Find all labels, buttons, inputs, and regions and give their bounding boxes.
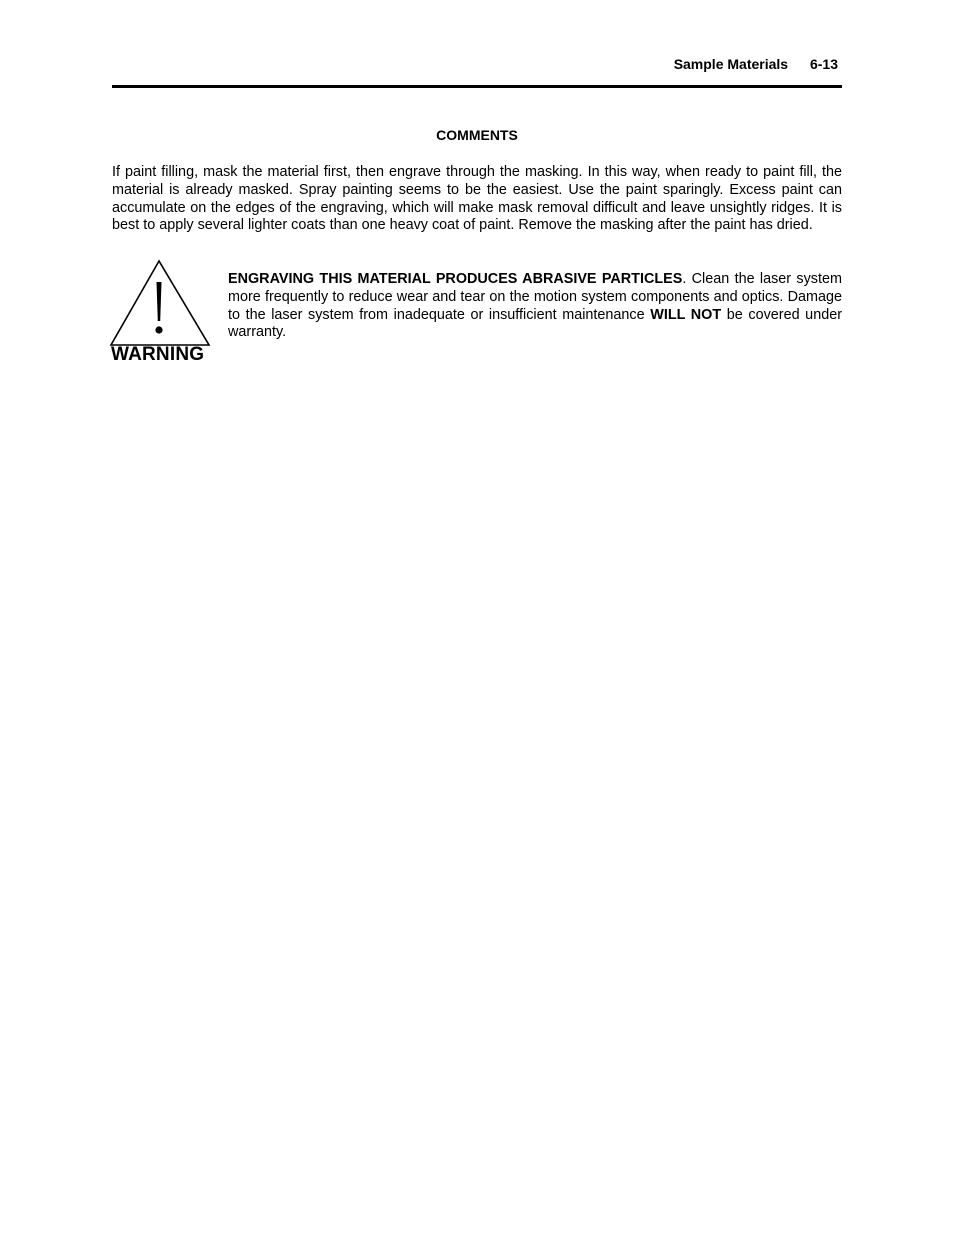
warning-label: WARNING bbox=[111, 344, 205, 365]
page-number: 6-13 bbox=[809, 56, 838, 72]
warning-text-part-2: be covered under warranty. bbox=[228, 306, 842, 341]
warning-symbol bbox=[108, 258, 212, 370]
warning-emphasis: WILL NOT bbox=[650, 306, 722, 323]
comments-paragraph: If paint filling, mask the material first, then engrave through the masking. In this way, when ready to paint fill, the material is already masked. Spray painting seems to be the easiest. Use the paint sparingly. Excess paint can accumulate on the edges of the engraving, which will make mask removal difficult and leave unsightly ridges. It is best to apply several lighter coats than one heavy coat of paint. Remove the masking after the paint has dried. bbox=[112, 164, 842, 234]
page-header bbox=[674, 56, 838, 72]
section-title: Sample Materials bbox=[673, 56, 789, 72]
header-rule bbox=[112, 85, 842, 88]
warning-text-part-1: . Clean the laser system more frequently to reduce wear and tear on the motion system components and optics. Damage to the laser system from inadequate or insufficient maintenance bbox=[228, 271, 842, 323]
warning-paragraph bbox=[228, 271, 842, 342]
comments-heading: COMMENTS bbox=[436, 127, 518, 143]
warning-lead: ENGRAVING THIS MATERIAL PRODUCES ABRASIVE PARTICLES bbox=[228, 271, 683, 287]
warning-triangle-icon bbox=[108, 258, 212, 348]
